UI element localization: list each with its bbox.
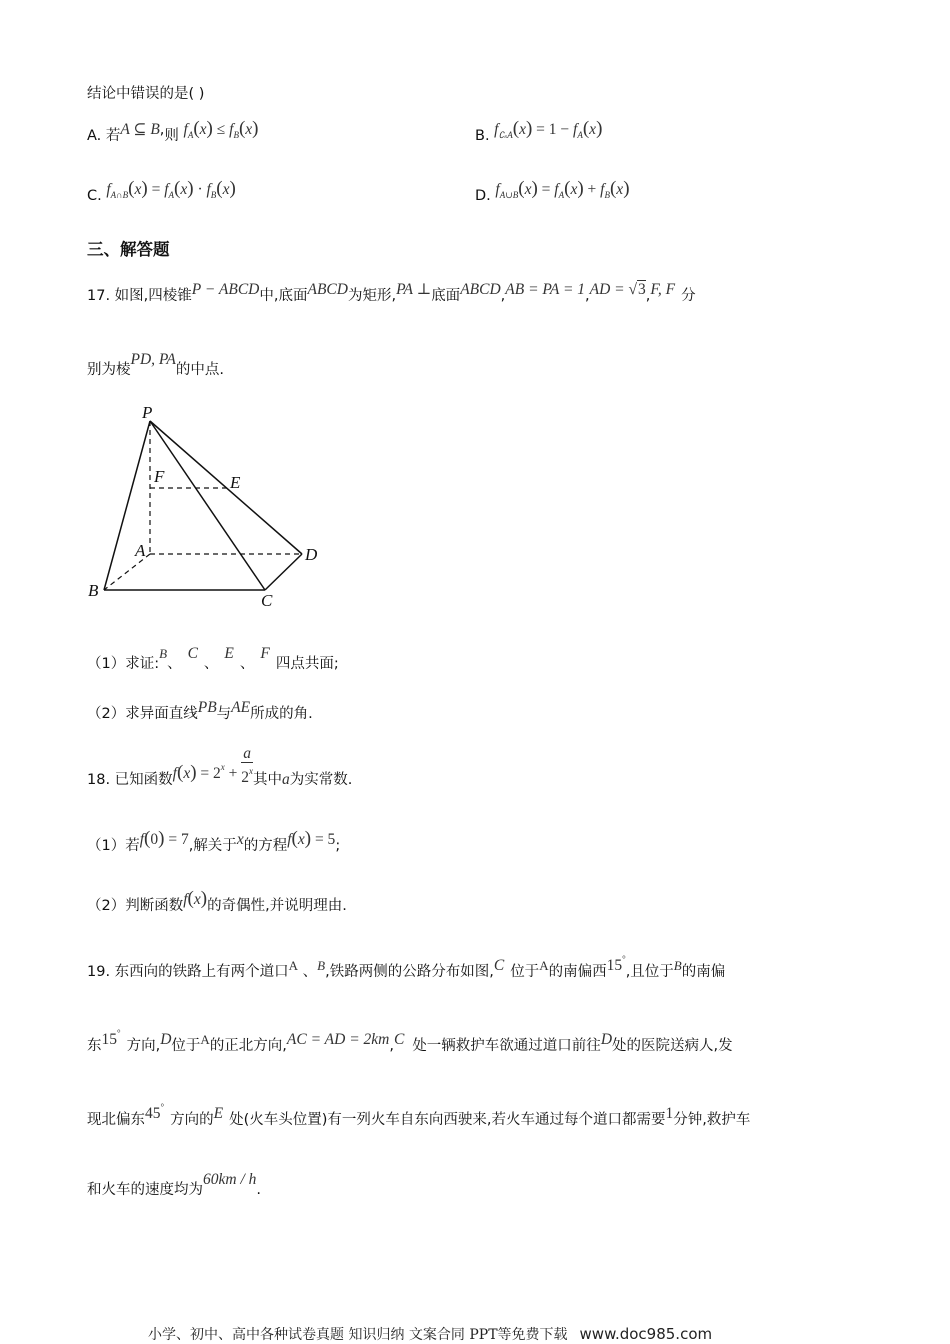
pyramid-figure [80, 398, 340, 614]
q17-part1: （1）求证:B、C、E、F四点共面; [87, 645, 339, 672]
q16-option-b: B. $f_{∁_sA}(x) = 1 - f_A(x)$ [475, 118, 603, 144]
q19-line1: 19. 东西向的铁路上有两个道口A 、B,铁路两侧的公路分布如图,C 位于A的南偏西15°,且位于B的南偏 [87, 954, 726, 980]
q16-option-a: A. 若A ⊆ B,则 $f_A(x) \le f_B(x)$ [87, 118, 259, 144]
q19-line4: 和火车的速度均为60km / h. [87, 1171, 261, 1198]
q16-option-d: D. $f_{A\cup B}(x) = f_A(x) + f_B(x)$ [475, 178, 630, 204]
q18-part2: （2）判断函数f(x)的奇偶性,并说明理由. [87, 888, 347, 914]
q17-part2: （2）求异面直线PB与AE所成的角. [87, 699, 313, 722]
q19-line2: 东15°方向,D位于A的正北方向,AC = AD = 2km,C 处一辆救护车欲通过道口前往D处的医院送病人,发 [87, 1028, 733, 1054]
q16-stem: 结论中错误的是( ) [87, 86, 205, 102]
footer-text: 小学、初中、高中各种试卷真题 知识归纳 文案合同 PPT等免费下载 [148, 1327, 568, 1343]
page-footer [148, 1324, 712, 1344]
label-B: B [88, 581, 99, 600]
label-D: D [305, 545, 318, 564]
edge-CD [265, 554, 302, 590]
label-C: C [261, 591, 273, 610]
section-title: 三、解答题 [87, 240, 170, 259]
q16-option-c: C. $f_{A\cap B}(x) = f_A(x) \cdot f_B(x)$ [87, 178, 236, 204]
edge-PC [150, 421, 265, 590]
q18-stem: 18. 已知函数$f(x) = 2^x$ + $\frac{a}{2^x}$ 其中a为实常数. [87, 745, 353, 788]
label-P: P [142, 403, 153, 422]
label-E: E [230, 473, 241, 492]
q17-line1: 17. 如图,四棱锥P − ABCD中,底面ABCD为矩形,PA ⊥底面ABCD,AB = PA = 1,AD = √3,F, F 分 [87, 281, 696, 304]
label-F: F [154, 467, 165, 486]
q19-line3: 现北偏东45°方向的E 处(火车头位置)有一列火车自东向西驶来,若火车通过每个道口都需要1分钟,救护车 [87, 1102, 751, 1128]
q18-part1: （1）若f(0) = 7,解关于x的方程f(x) = 5; [87, 828, 341, 854]
label-A: A [135, 541, 146, 560]
edge-PB [104, 421, 150, 590]
footer-url[interactable]: www.doc985.com [579, 1325, 713, 1343]
q17-line2: 别为棱PD, PA的中点. [87, 351, 224, 378]
